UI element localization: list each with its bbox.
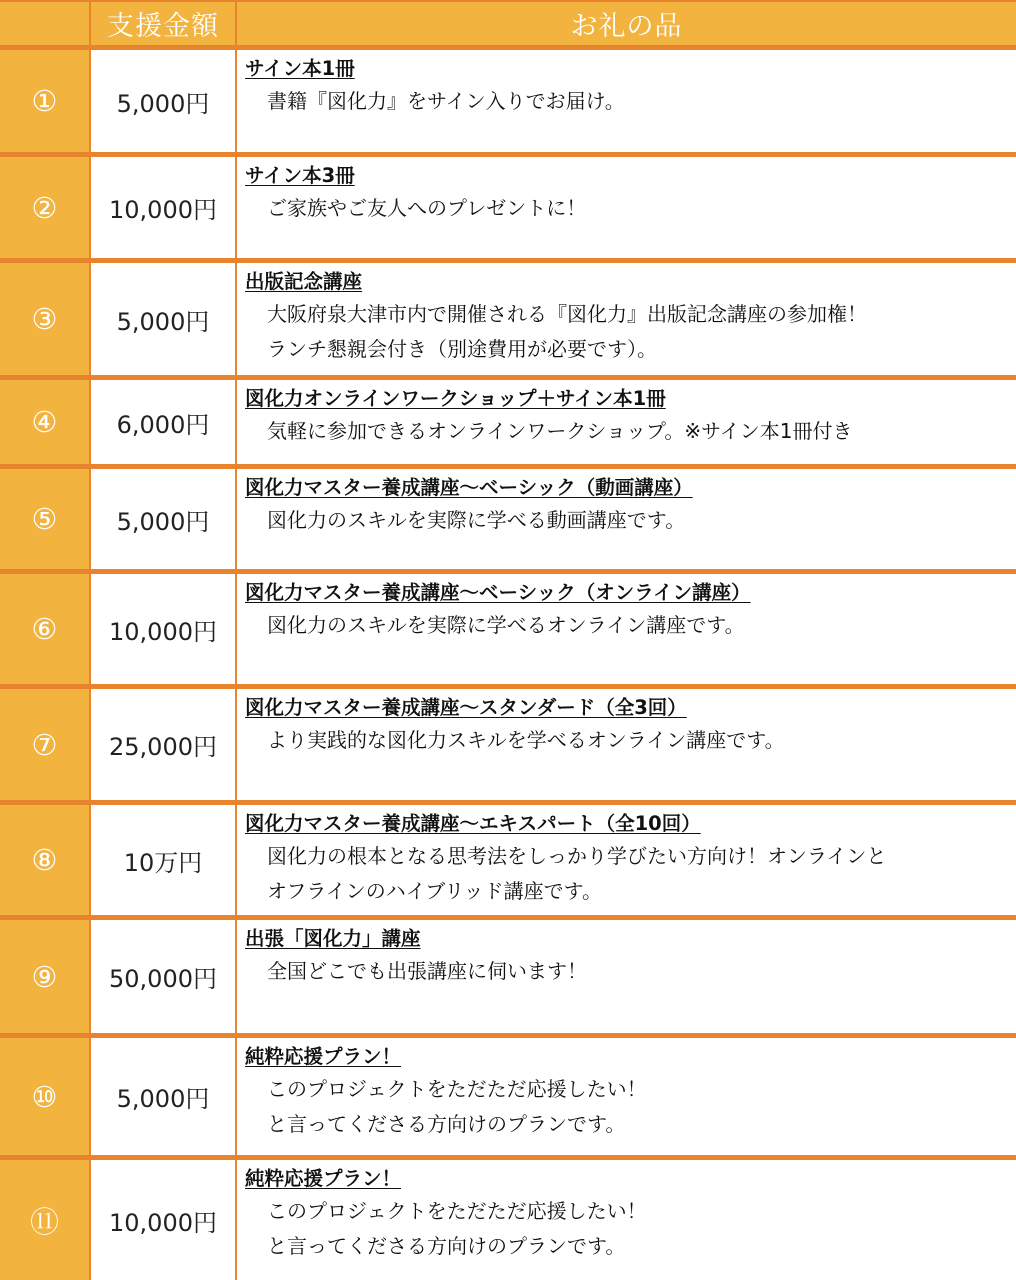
row-number: ⑩: [0, 1038, 89, 1155]
reward-line: 図化力のスキルを実際に学べるオンライン講座です。: [267, 613, 745, 637]
row-number: ③: [0, 263, 89, 375]
reward-title: 純粋応援プラン！: [245, 1167, 402, 1190]
reward-title: サイン本3冊: [245, 164, 355, 187]
reward-title: 出版記念講座: [245, 270, 363, 293]
reward-line: 全国どこでも出張講座に伺います！: [267, 959, 587, 983]
reward-title: 図化力マスター養成講座〜スタンダード（全3回）: [245, 696, 687, 719]
row-description: [237, 380, 1016, 464]
row-number: ⑧: [0, 805, 89, 915]
row-amount: 6,000円: [91, 380, 235, 464]
row-number: ⑤: [0, 469, 89, 569]
reward-title: サイン本1冊: [245, 57, 355, 80]
row-number: ⑦: [0, 689, 89, 800]
row-amount: 5,000円: [91, 263, 235, 375]
reward-line: ご家族やご友人へのプレゼントに！: [267, 196, 587, 220]
header-gift: お礼の品: [237, 2, 1016, 45]
reward-line: より実践的な図化力スキルを学べるオンライン講座です。: [267, 728, 785, 752]
reward-title: 図化力マスター養成講座〜エキスパート（全10回）: [245, 812, 701, 835]
row-number: ②: [0, 157, 89, 258]
row-amount: 5,000円: [91, 50, 235, 152]
reward-line: ランチ懇親会付き（別途費用が必要です）。: [267, 337, 657, 361]
reward-title: 図化力マスター養成講座〜ベーシック（動画講座）: [245, 476, 693, 499]
row-description: [237, 1038, 1016, 1155]
row-amount: 25,000円: [91, 689, 235, 800]
row-amount: 10,000円: [91, 574, 235, 684]
reward-title: 図化力オンラインワークショップ＋サイン本1冊: [245, 387, 666, 410]
row-number: ⑥: [0, 574, 89, 684]
reward-title: 純粋応援プラン！: [245, 1045, 402, 1068]
row-amount: 10万円: [91, 805, 235, 915]
reward-title: 出張「図化力」講座: [245, 927, 421, 950]
header-amount: 支援金額: [91, 2, 235, 45]
reward-line: このプロジェクトをただただ応援したい！: [267, 1199, 647, 1223]
reward-line: と言ってくださる方向けのプランです。: [267, 1234, 626, 1258]
row-description: [237, 805, 1016, 915]
reward-line: と言ってくださる方向けのプランです。: [267, 1112, 626, 1136]
row-description: [237, 574, 1016, 684]
row-description: [237, 1160, 1016, 1280]
reward-line: 図化力の根本となる思考法をしっかり学びたい方向け！オンラインと: [267, 844, 887, 868]
row-description: [237, 469, 1016, 569]
row-description: [237, 157, 1016, 258]
row-number: ⑪: [0, 1160, 89, 1280]
reward-line: オフラインのハイブリッド講座です。: [267, 879, 602, 903]
row-description: [237, 689, 1016, 800]
reward-line: 大阪府泉大津市内で開催される『図化力』出版記念講座の参加権！: [267, 302, 867, 326]
row-description: [237, 263, 1016, 375]
reward-line: このプロジェクトをただただ応援したい！: [267, 1077, 647, 1101]
row-number: ①: [0, 50, 89, 152]
row-number: ④: [0, 380, 89, 464]
row-amount: 10,000円: [91, 157, 235, 258]
row-amount: 5,000円: [91, 1038, 235, 1155]
reward-title: 図化力マスター養成講座〜ベーシック（オンライン講座）: [245, 581, 751, 604]
row-amount: 50,000円: [91, 920, 235, 1033]
reward-line: 図化力のスキルを実際に学べる動画講座です。: [267, 508, 686, 532]
row-number: ⑨: [0, 920, 89, 1033]
header-blank-cell: [0, 2, 89, 45]
row-amount: 10,000円: [91, 1160, 235, 1280]
reward-line: 書籍『図化力』をサイン入りでお届け。: [267, 89, 625, 113]
row-description: [237, 920, 1016, 1033]
row-amount: 5,000円: [91, 469, 235, 569]
reward-line: 気軽に参加できるオンラインワークショップ。※サイン本1冊付き: [267, 419, 853, 443]
row-description: [237, 50, 1016, 152]
